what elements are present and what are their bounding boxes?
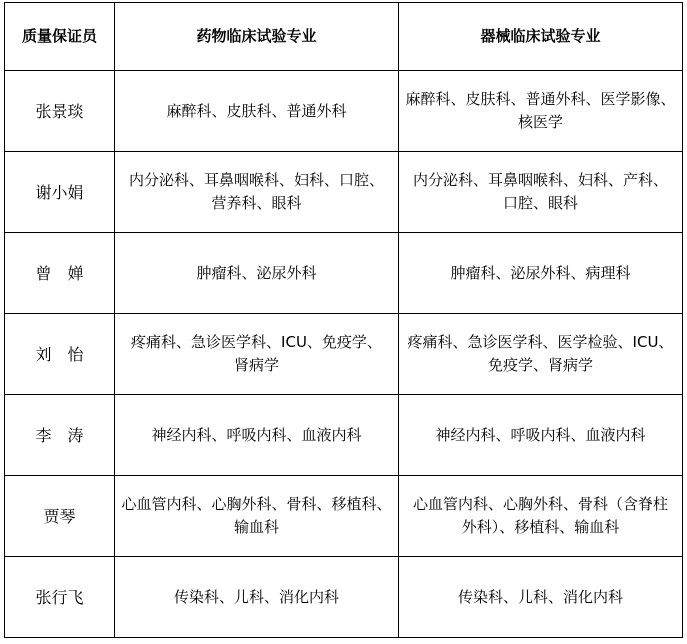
specialty-line: 肿瘤科、泌尿外科	[196, 263, 317, 282]
header-qa-staff: 质量保证员	[5, 3, 115, 71]
specialty-line: 传染科、儿科、消化内科	[457, 587, 623, 606]
specialty-line: 神经内科、呼吸内科、血液内科	[435, 425, 646, 444]
specialty-line: 肿瘤科、泌尿外科、病理科	[450, 263, 631, 282]
device-specialty-cell	[399, 557, 683, 638]
table-row	[5, 557, 683, 638]
specialty-line: 核医学	[517, 113, 563, 131]
specialty-line: 营养科、眼科	[211, 194, 302, 212]
specialty-line: 外科）、移植科、输血科	[461, 518, 620, 536]
specialty-line: 内分泌科、耳鼻咽喉科、妇科、产科、	[412, 171, 668, 189]
specialty-line: 疼痛科、急诊医学科、医学检验、ICU、	[407, 333, 674, 351]
device-specialty-cell	[399, 233, 683, 314]
qa-staff-name: 曾 婵	[5, 233, 115, 314]
specialty-line: 免疫学、肾病学	[487, 356, 593, 374]
drug-specialty-cell	[115, 71, 399, 152]
qa-staff-name: 张景琰	[5, 71, 115, 152]
specialty-line: 麻醉科、皮肤科、普通外科	[166, 101, 347, 120]
table-row	[5, 233, 683, 314]
device-specialty-cell	[399, 71, 683, 152]
specialty-line: 传染科、儿科、消化内科	[173, 587, 339, 606]
drug-specialty-cell	[115, 557, 399, 638]
specialty-line: 内分泌科、耳鼻咽喉科、妇科、口腔、	[128, 171, 384, 189]
table-row	[5, 152, 683, 233]
table-container	[4, 2, 683, 638]
table-row	[5, 395, 683, 476]
header-drug-specialty: 药物临床试验专业	[115, 3, 399, 71]
specialty-line: 神经内科、呼吸内科、血液内科	[151, 425, 362, 444]
qa-staff-name: 张行飞	[5, 557, 115, 638]
device-specialty-cell	[399, 314, 683, 395]
table-row	[5, 476, 683, 557]
specialty-line: 输血科	[233, 518, 279, 536]
specialty-line: 心血管内科、心胸外科、骨科（含脊柱	[412, 495, 668, 513]
header-row	[5, 3, 683, 71]
qa-staff-name: 李 涛	[5, 395, 115, 476]
device-specialty-cell	[399, 152, 683, 233]
drug-specialty-cell	[115, 395, 399, 476]
header-device-specialty: 器械临床试验专业	[399, 3, 683, 71]
specialty-line: 肾病学	[233, 356, 279, 374]
qa-specialty-table	[4, 2, 683, 638]
device-specialty-cell	[399, 395, 683, 476]
device-specialty-cell	[399, 476, 683, 557]
drug-specialty-cell	[115, 476, 399, 557]
drug-specialty-cell	[115, 152, 399, 233]
specialty-line: 麻醉科、皮肤科、普通外科、医学影像、	[405, 90, 676, 108]
qa-staff-name: 贾琴	[5, 476, 115, 557]
specialty-line: 口腔、眼科	[502, 194, 578, 212]
table-row	[5, 314, 683, 395]
drug-specialty-cell	[115, 233, 399, 314]
qa-staff-name: 刘 怡	[5, 314, 115, 395]
drug-specialty-cell	[115, 314, 399, 395]
qa-staff-name: 谢小娟	[5, 152, 115, 233]
specialty-line: 心血管内科、心胸外科、骨科、移植科、	[121, 495, 392, 513]
specialty-line: 疼痛科、急诊医学科、ICU、免疫学、	[131, 333, 382, 351]
table-row	[5, 71, 683, 152]
